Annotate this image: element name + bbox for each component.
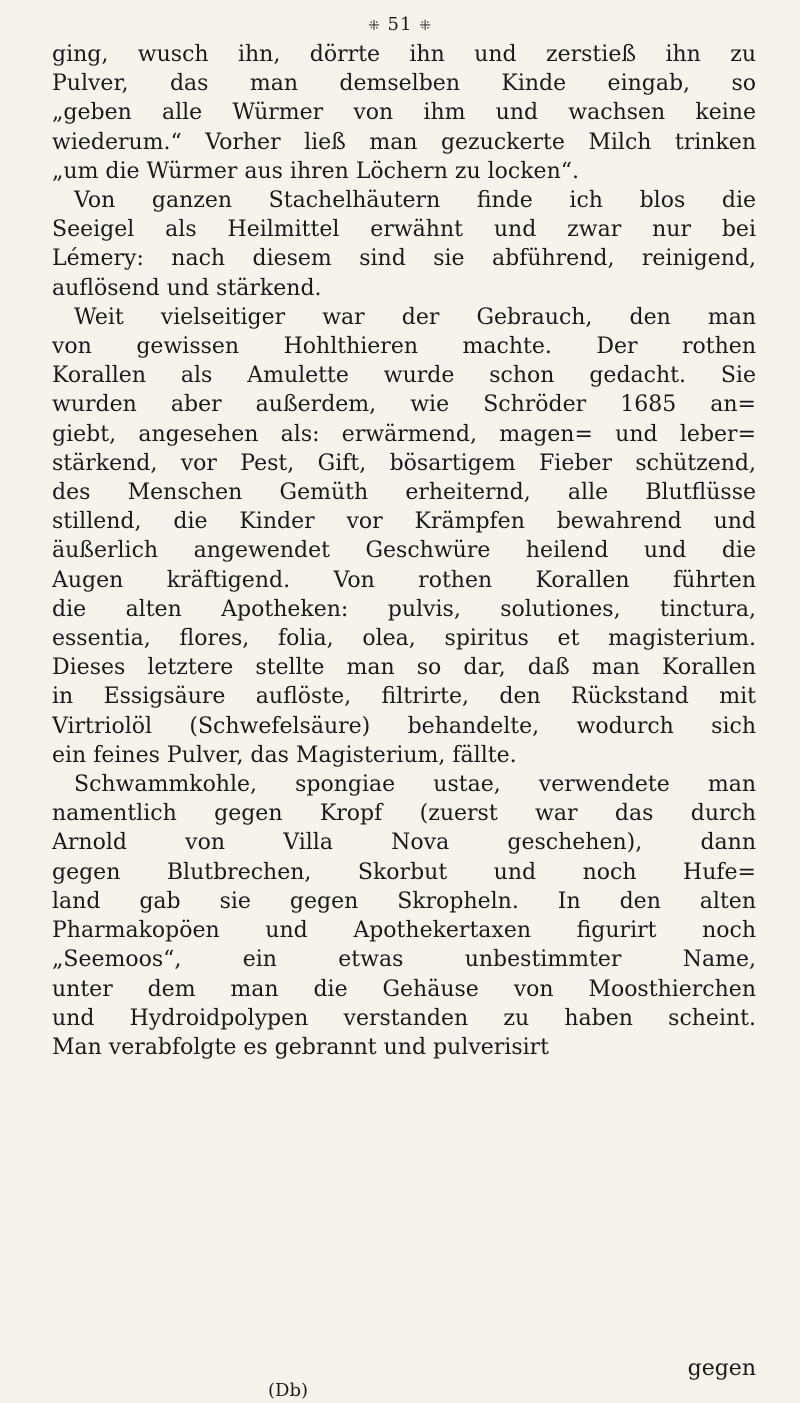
text-line: „um die Würmer aus ihren Löchern zu locken“. [52, 158, 579, 184]
text-line: „geben alle Würmer von ihm und wachsen keine [52, 100, 756, 126]
text-line: namentlich gegen Kropf (zuerst war das durch [52, 801, 756, 827]
signature-mark: (Db) [268, 1380, 308, 1401]
text-line: Seeigel als Heilmittel erwähnt und zwar nur bei [52, 217, 756, 243]
text-line: stillend, die Kinder vor Krämpfen bewahrend und [52, 509, 756, 535]
page-header [0, 14, 800, 35]
text-line: wiederum.“ Vorher ließ man gezuckerte Milch trinken [52, 129, 756, 155]
text-line: Arnold von Villa Nova geschehen), dann [52, 830, 756, 856]
text-line: land gab sie gegen Skropheln. In den alten [52, 888, 756, 914]
ornament-left: ⁜ [368, 18, 381, 34]
text-line: äußerlich angewendet Geschwüre heilend und die [52, 538, 756, 564]
text-line: giebt, angesehen als: erwärmend, magen= und leber= [52, 421, 756, 447]
text-line: ein feines Pulver, das Magisterium, fällte. [52, 742, 517, 768]
text-line: unter dem man die Gehäuse von Moosthierchen [52, 976, 756, 1002]
text-line: Augen kräftigend. Von rothen Korallen führten [52, 567, 756, 593]
text-line: Dieses letztere stellte man so dar, daß man Korallen [52, 655, 756, 681]
text-line: von gewissen Hohlthieren machte. Der rothen [52, 334, 756, 360]
text-line: in Essigsäure auflöste, filtrirte, den Rückstand mit [52, 684, 756, 710]
text-line: des Menschen Gemüth erheiternd, alle Blutflüsse [52, 480, 756, 506]
text-line: Virtriolöl (Schwefelsäure) behandelte, wodurch sich [52, 713, 756, 739]
text-line: gegen Blutbrechen, Skorbut und noch Hufe= [52, 859, 756, 885]
text-line: die alten Apotheken: pulvis, solutiones, tinctura, [52, 596, 756, 622]
text-line: ging, wusch ihn, dörrte ihn und zerstieß ihn zu [52, 42, 756, 67]
text-line: Von ganzen Stachelhäutern finde ich blos die [74, 188, 756, 214]
text-line: Pharmakopöen und Apothekertaxen figurirt noch [52, 918, 756, 944]
text-line: Pulver, das man demselben Kinde eingab, so [52, 71, 756, 97]
text-line: auflösend und stärkend. [52, 275, 322, 301]
text-line: „Seemoos“, ein etwas unbestimmter Name, [52, 947, 756, 973]
ornament-right: ⁜ [419, 18, 432, 34]
body-text [52, 40, 756, 1062]
text-line: Man verabfolgte es gebrannt und pulverisirt [52, 1034, 550, 1060]
page-number: 51 [387, 14, 413, 35]
text-line: Lémery: nach diesem sind sie abführend, reinigend, [52, 246, 756, 272]
text-line: essentia, flores, folia, olea, spiritus et magisterium. [52, 626, 756, 652]
catchword: gegen [687, 1356, 756, 1381]
text-line: Schwammkohle, spongiae ustae, verwendete man [74, 772, 756, 798]
text-line: wurden aber außerdem, wie Schröder 1685 an= [52, 392, 756, 418]
text-line: Korallen als Amulette wurde schon gedacht. Sie [52, 363, 756, 389]
text-line: stärkend, vor Pest, Gift, bösartigem Fieber schützend, [52, 450, 756, 476]
text-line: Weit vielseitiger war der Gebrauch, den man [74, 304, 756, 330]
text-line: und Hydroidpolypen verstanden zu haben scheint. [52, 1005, 756, 1031]
